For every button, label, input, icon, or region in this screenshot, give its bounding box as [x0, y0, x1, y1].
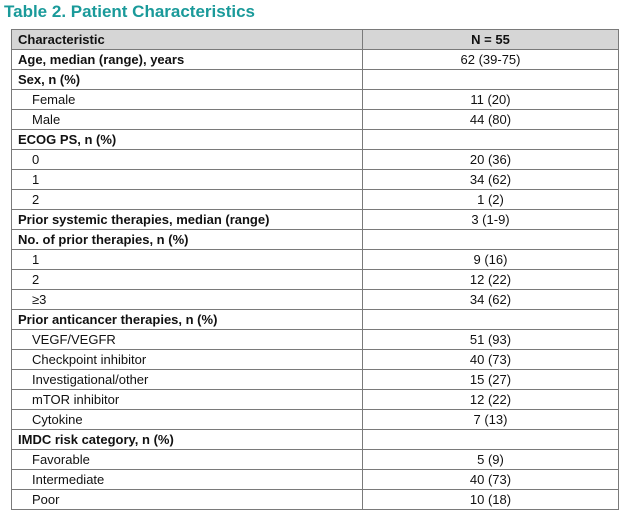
table-row — [12, 470, 619, 490]
row-value: 62 (39-75) — [363, 50, 619, 70]
row-value — [363, 70, 619, 90]
table-row — [12, 270, 619, 290]
row-value: 1 (2) — [363, 190, 619, 210]
row-label: Investigational/other — [12, 370, 363, 390]
row-label: 2 — [12, 270, 363, 290]
row-value: 51 (93) — [363, 330, 619, 350]
row-value: 40 (73) — [363, 350, 619, 370]
row-value — [363, 310, 619, 330]
row-label: Cytokine — [12, 410, 363, 430]
row-value: 40 (73) — [363, 470, 619, 490]
row-value — [363, 230, 619, 250]
row-value: 5 (9) — [363, 450, 619, 470]
column-header-n: N = 55 — [363, 30, 619, 50]
row-value: 34 (62) — [363, 290, 619, 310]
row-value: 7 (13) — [363, 410, 619, 430]
row-value: 11 (20) — [363, 90, 619, 110]
table-row — [12, 90, 619, 110]
table-header-row — [12, 30, 619, 50]
row-label: 0 — [12, 150, 363, 170]
table-row — [12, 390, 619, 410]
row-value — [363, 130, 619, 150]
table-row — [12, 310, 619, 330]
table-row — [12, 150, 619, 170]
row-label: Prior anticancer therapies, n (%) — [12, 310, 363, 330]
row-label: VEGF/VEGFR — [12, 330, 363, 350]
table-row — [12, 230, 619, 250]
row-label: Intermediate — [12, 470, 363, 490]
row-label: 1 — [12, 170, 363, 190]
table-row — [12, 250, 619, 270]
column-header-characteristic: Characteristic — [12, 30, 363, 50]
row-value: 15 (27) — [363, 370, 619, 390]
table-row — [12, 410, 619, 430]
row-value: 44 (80) — [363, 110, 619, 130]
table-row — [12, 450, 619, 470]
table-row — [12, 350, 619, 370]
table-row — [12, 110, 619, 130]
row-label: Female — [12, 90, 363, 110]
table-row — [12, 330, 619, 350]
row-label: Sex, n (%) — [12, 70, 363, 90]
table-row — [12, 490, 619, 510]
row-label: Checkpoint inhibitor — [12, 350, 363, 370]
row-value: 34 (62) — [363, 170, 619, 190]
table-row — [12, 130, 619, 150]
row-label: IMDC risk category, n (%) — [12, 430, 363, 450]
row-label: No. of prior therapies, n (%) — [12, 230, 363, 250]
table-row — [12, 50, 619, 70]
row-value: 12 (22) — [363, 270, 619, 290]
table-row — [12, 430, 619, 450]
table-row — [12, 290, 619, 310]
row-label: Poor — [12, 490, 363, 510]
row-value: 10 (18) — [363, 490, 619, 510]
table-title: Table 2. Patient Characteristics — [4, 2, 256, 21]
row-value: 20 (36) — [363, 150, 619, 170]
row-label: 2 — [12, 190, 363, 210]
row-label: Age, median (range), years — [12, 50, 363, 70]
table-row — [12, 210, 619, 230]
table-row — [12, 70, 619, 90]
table-row — [12, 170, 619, 190]
row-label: mTOR inhibitor — [12, 390, 363, 410]
row-label: 1 — [12, 250, 363, 270]
patient-characteristics-table — [11, 29, 619, 510]
row-value: 9 (16) — [363, 250, 619, 270]
row-value: 3 (1-9) — [363, 210, 619, 230]
row-value: 12 (22) — [363, 390, 619, 410]
row-label: Prior systemic therapies, median (range) — [12, 210, 363, 230]
row-label: ECOG PS, n (%) — [12, 130, 363, 150]
table-row — [12, 190, 619, 210]
row-value — [363, 430, 619, 450]
row-label: Male — [12, 110, 363, 130]
table-row — [12, 370, 619, 390]
row-label: ≥3 — [12, 290, 363, 310]
row-label: Favorable — [12, 450, 363, 470]
